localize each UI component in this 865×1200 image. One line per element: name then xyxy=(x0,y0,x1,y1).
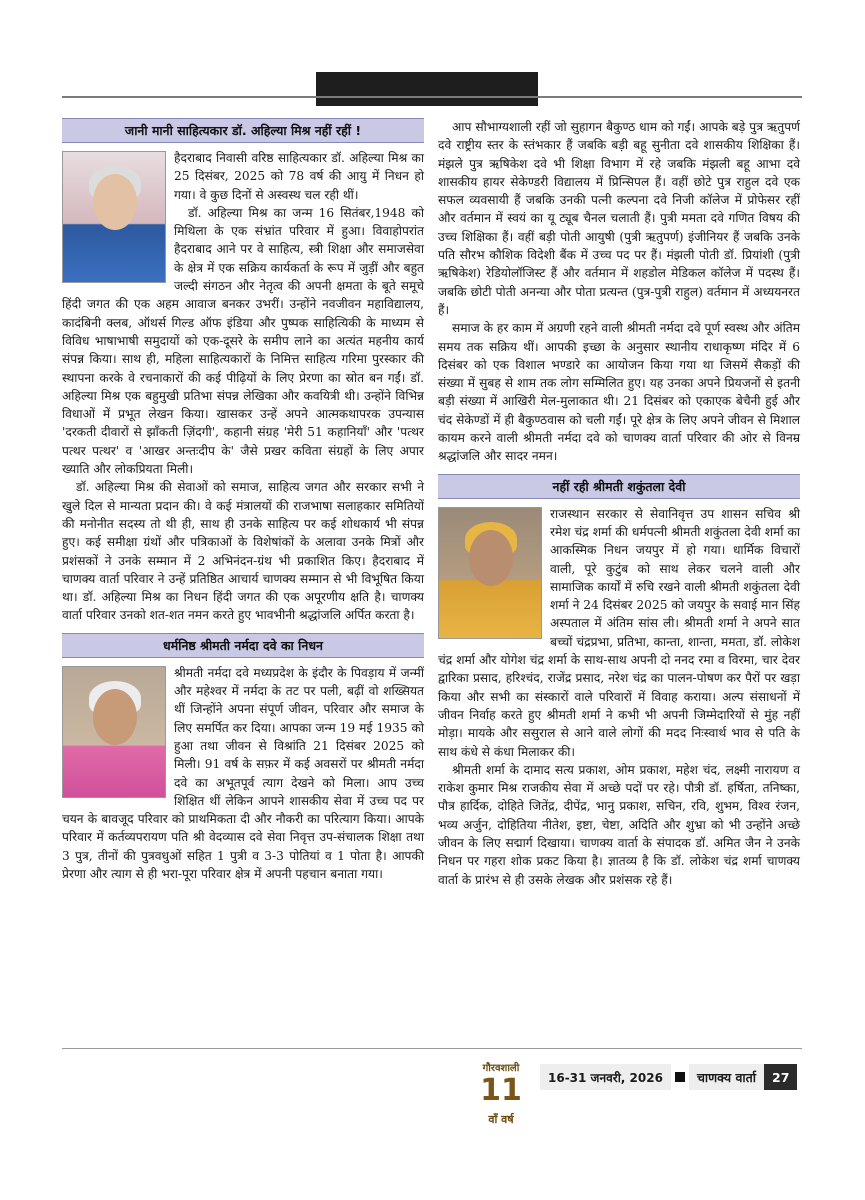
anniversary-logo xyxy=(466,1056,536,1124)
paragraph: श्रीमती शर्मा के दामाद सत्य प्रकाश, ओम प्रकाश, महेश चंद, लक्ष्मी नारायण व राकेश कुमार मिश्र राजकीय सेवा में अच्छे पदों पर रहे। पौत्री डॉ. हर्षिता, तनिष्का, पौत्र हार्दिक, दोहिते जितेंद्र, दीपेंद्र, भानु प्रकाश, सचिन, रवि, शुभम, विश्व रंजन, भव्य अर्जुन, दोहितिया नीतेश, इष्टा, चेष्टा, अदिति और शुभ्रा को भी उन्होंने अच्छे जीवन के लिए सद्मार्ग दिखाया। चाणक्य वार्ता के संपादक डॉ. अमित जैन ने उनके निधन पर गहरा शोक प्रकट किया है। ज्ञातव्य है कि डॉ. लोकेश चंद्र शर्मा चाणक्य वार्ता के प्रारंभ से ही उसके लेखक और प्रशंसक रहे हैं। xyxy=(438,762,800,887)
article-heading: नहीं रही श्रीमती शकुंतला देवी xyxy=(438,474,800,499)
left-column xyxy=(62,118,424,891)
footer-rule xyxy=(62,1048,802,1049)
article-ahilya xyxy=(62,118,424,625)
article-heading: जानी मानी साहित्यकार डॉ. अहिल्या मिश्र नहीं रहीं ! xyxy=(62,118,424,143)
paragraph: समाज के हर काम में अग्रणी रहने वाली श्रीमती नर्मदा दवे पूर्ण स्वस्थ और अंतिम समय तक सक्रिय थीं। आपकी इच्छा के अनुसार स्थानीय राधाकृष्ण मंदिर में 6 दिसंबर को एक विशाल भण्डारे का आयोजन किया गया था जिसमें सैकड़ों की संख्या में सुबह से शाम तक लोग सम्मिलित हुए। यह उनका अपने प्रियजनों से इतनी बड़ी संख्या में आखिरी मेल-मुलाकात थी। 21 दिसंबर को एकाएक बेचैनी हुई और चंद सेकेण्डों में ही बैकुण्ठवास को चली गईं। पूरे क्षेत्र के लिए अपने जीवन से मिशाल कायम करने वाली श्रीमती नर्मदा दवे को चाणक्य वार्ता परिवार की ओर से विनम्र श्रद्धांजलि और सादर नमन। xyxy=(438,321,800,464)
paragraph: डॉ. अहिल्या मिश्र की सेवाओं को समाज, साहित्य जगत और सरकार सभी ने खुले दिल से मान्यता प्रदान की। वे कई मंत्रालयों की राजभाषा सलाहकार समितियों की मनोनीत सदस्य तो थी ही, साथ ही उनके साहित्य पर कई शोधकार्य भी संपन्न हुए। कई समीक्षा ग्रंथों और पत्रिकाओं के विशेषांकों के अलावा उनके मित्रों और प्रशंसकों ने उनके सम्मान में 2 अभिनंदन-ग्रंथ भी प्रकाशित किए। हैदराबाद में चाणक्य वार्ता परिवार ने उन्हें प्रतिष्ठित आचार्य चाणक्य सम्मान से भी विभूषित किया था। डॉ. अहिल्या मिश्र का निधन हिंदी जगत की एक अपूरणीय क्षति है। चाणक्य वार्ता परिवार उनको शत-शत नमन करते हुए भावभीनी श्रद्धांजलि अर्पित करता है। xyxy=(62,480,424,623)
masthead-block xyxy=(316,72,538,106)
issue-date: 16-31 जनवरी, 2026 xyxy=(540,1064,671,1090)
footer-bar xyxy=(540,1064,802,1090)
article-body xyxy=(62,149,424,625)
article-body xyxy=(438,505,800,889)
logo-number: 11 xyxy=(480,1073,522,1108)
article-narmada xyxy=(62,633,424,884)
square-icon xyxy=(675,1072,685,1082)
portrait-photo xyxy=(62,151,166,283)
top-rule xyxy=(62,96,802,98)
portrait-photo xyxy=(62,666,166,798)
paragraph: डॉ. अहिल्या मिश्र का जन्म 16 सितंबर,1948 को मिथिला के एक संभ्रांत परिवार में हुआ। विवाहोपरांत हैदराबाद आने पर वे साहित्य, स्त्री शिक्षा और समाजसेवा के क्षेत्र में एक सक्रिय कार्यकर्ता के रूप में जुड़ीं और बहुत जल्दी संगठन और नेतृत्व की अपनी क्षमता के बूते समूचे हिंदी जगत की एक अहम आवाज बनकर उभरीं। उन्होंने नवजीवन महाविद्यालय, कादंबिनी क्लब, ऑथर्स गिल्ड ऑफ इंडिया और पुष्पक साहित्यिकी के माध्यम से विविध भाषाभाषी समुदायों को एक-दूसरे के समीप लाने का अत्यंत महनीय कार्य संपन्न किया। साथ ही, महिला साहित्यकारों के निमित्त साहित्य गरिमा पुरस्कार की स्थापना करके वे रचनाकारों की कई पीढ़ियों के लिए प्रेरणा का स्रोत बन गईं। डॉ. अहिल्या मिश्र एक बहुमुखी प्रतिभा संपन्न लेखिका और कवयित्री थी। उन्होंने विभिन्न विधाओं में प्रभूत लेखन किया। खासकर उन्हें अपने आत्मकथापरक उपन्यास 'दरकती दीवारों से झाँकती ज़िंदगी', कहानी संग्रह 'मेरी 51 कहानियाँ' और 'पत्थर पत्थर पत्थर' व 'आखर अन्तःदीप के' जैसे प्रखर कविता संग्रहों के लिए अपार ख्याति और लोकप्रियता मिली। xyxy=(62,205,424,477)
right-column xyxy=(438,118,800,897)
article-body xyxy=(62,664,424,884)
paragraph: श्रीमती नर्मदा दवे मध्यप्रदेश के इंदौर के पिवड़ाय में जन्मीं और महेश्वर में नर्मदा के तट पर पली, बढ़ीं वो शख्सियत थीं जिन्होंने अपना संपूर्ण जीवन, परिवार और समाज के लिए समर्पित कर दिया। आपका जन्म 19 मई 1935 को हुआ तथा जीवन से विश्रांति 21 दिसंबर 2025 को मिली। 91 वर्ष के सफ़र में कई अवसरों पर श्रीमती नर्मदा दवे का अभूतपूर्व त्याग देखने को मिला। आप उच्च शिक्षित थीं लेकिन आपने शासकीय सेवा में उच्च पद पर चयन के बावजूद परिवार को प्राथमिकता दी और नौकरी का परित्याग किया। आपके परिवार में कर्तव्यपरायण पति श्री वेदव्यास दवे सेवा निवृत्त उप-संचालक शिक्षा तथा 3 पुत्र, तीनों की पुत्रवधुओं सहित 1 पुत्री व 3-3 पोतियां व 1 पोता है। आपकी प्रेरणा और त्याग से ही भरा-पूरा परिवार क्षेत्र में अपनी पहचान बनाता गया। xyxy=(62,665,424,881)
article-shakuntala xyxy=(438,474,800,889)
article-narmada-continued xyxy=(438,118,800,466)
paragraph: आप सौभाग्यशाली रहीं जो सुहागन बैकुण्ठ धाम को गईं। आपके बड़े पुत्र ऋतुपर्ण दवे राष्ट्रीय स्तर के स्तंभकार हैं जबकि बड़ी बहू सुनीता दवे शासकीय शिक्षिका हैं। मंझले पुत्र ऋषिकेश दवे भी शिक्षा विभाग में रहे जबकि मंझली बहू आभा दवे शासकीय हायर सेकेण्डरी विद्यालय में प्रिन्सिपल हैं। वहीं छोटे पुत्र राहुल दवे एक सफल व्यवसायी हैं जबकि उनकी पत्नी कल्पना दवे निजी कॉलेज में प्रोफेसर रहीं और वर्तमान में स्वयं का यू ट्यूब चैनल चलाती हैं। पुत्री ममता दवे गणित विषय की उच्च शिक्षिका हैं। वहीं बड़ी पोती आयुषी (पुत्री ऋतुपर्ण) इंजीनियर हैं जबकि उनके पति सौरभ कौशिक विदेशी बैंक में उच्च पद पर हैं। मंझली पोती डॉ. प्रियांशी (पुत्री ऋषिकेश) रेडियोलॉजिस्ट हैं और वर्तमान में शहडोल मेडिकल कॉलेज में पदस्थ हैं। जबकि छोटी पोती अनन्या और पोता प्रत्यन्त (पुत्र-पुत्री राहुल) वर्तमान में अध्ययनरत हैं। xyxy=(438,120,800,317)
paragraph: हैदराबाद निवासी वरिष्ठ साहित्यकार डॉ. अहिल्या मिश्र का 25 दिसंबर, 2025 को 78 वर्ष की आयु में निधन हो गया। वे कुछ दिनों से अस्वस्थ चल रही थीं। xyxy=(174,151,424,202)
article-heading: धर्मनिष्ठ श्रीमती नर्मदा दवे का निधन xyxy=(62,633,424,658)
logo-suffix: वाँ वर्ष xyxy=(488,1113,514,1126)
magazine-name: चाणक्य वार्ता xyxy=(689,1064,764,1090)
logo-top-text: गौरवशाली xyxy=(482,1063,520,1074)
page-number: 27 xyxy=(764,1064,797,1090)
portrait-photo xyxy=(438,507,542,639)
article-body xyxy=(438,118,800,466)
paragraph: राजस्थान सरकार से सेवानिवृत्त उप शासन सचिव श्री रमेश चंद्र शर्मा की धर्मपत्नी श्रीमती शकुंतला देवी शर्मा का आकस्मिक निधन जयपुर में हो गया। धार्मिक विचारों वाली, पूरे कुटुंब को साथ लेकर चलने वाली और सामाजिक कार्यों में रुचि रखने वाली श्रीमती शकुंतला देवी शर्मा ने 24 दिसंबर 2025 को जयपुर के सवाई मान सिंह अस्पताल में अंतिम सांस ली। श्रीमती शर्मा ने अपने सात बच्चों चंद्रप्रभा, प्रतिभा, कान्ता, शान्ता, ममता, डॉ. लोकेश चंद्र शर्मा और योगेश चंद्र शर्मा के साथ-साथ अपनी दो ननद रमा व विरमा, चार देवर द्वारिका प्रसाद, हरिश्चंद, राजेंद्र प्रसाद, नरेश चंद्र का पालन-पोषण कर पैरों पर खड़ा किया और सभी का संस्कारों वाले परिवारों में विवाह कराया। अल्प संसाधनों में जीवन निर्वाह करते हुए श्रीमती शर्मा ने कभी भी अपनी जिम्मेदारियों से मुंह नहीं मोड़ा। मायके और ससुराल से आने वाले लोगों की मदद निःस्वार्थ भाव से पति के साथ कंधे से कंधा मिलाकर की। xyxy=(438,506,800,759)
